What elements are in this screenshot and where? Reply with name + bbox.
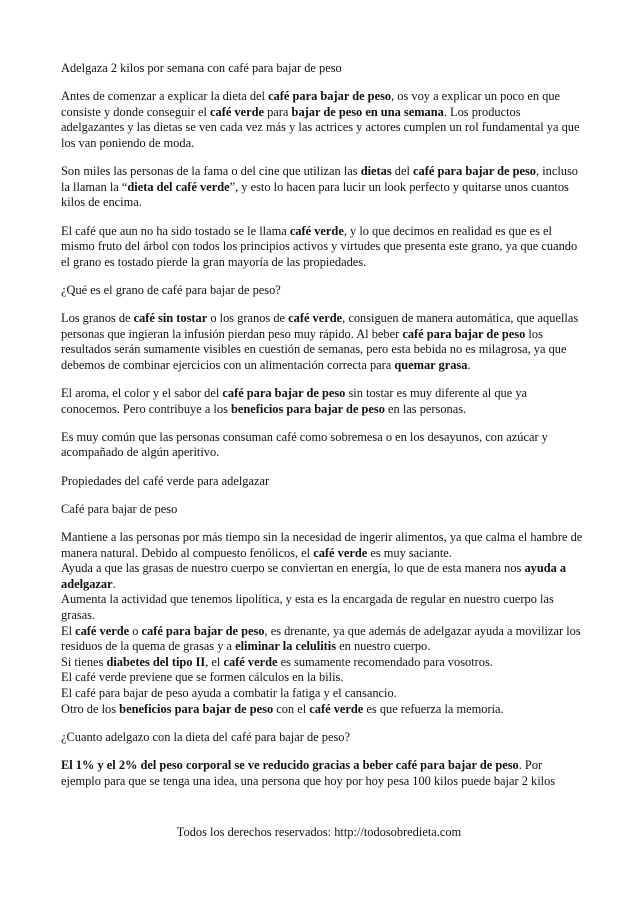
text-run: El xyxy=(61,623,76,638)
text-run: . Por ejemplo para que se tenga una idea, una persona que hoy por hoy pesa 100 kilos puede bajar 2 kilos xyxy=(61,757,556,788)
paragraph xyxy=(61,386,583,417)
text-run: o xyxy=(129,623,142,638)
benefit-line xyxy=(61,655,583,671)
bold-keyword: café para bajar de peso xyxy=(141,623,265,638)
benefits-list xyxy=(61,530,583,717)
bold-keyword: café verde xyxy=(288,311,343,326)
benefit-line xyxy=(61,561,583,592)
text-run: Si tienes xyxy=(61,654,107,669)
bold-keyword: bajar de peso en una semana xyxy=(291,104,444,119)
text-run: los resultados serán sumamente visibles en cuestión de semanas, pero esta bebida no es milagrosa, ya que debemos de combinar ejercicios con un alimentación correcta para xyxy=(61,326,567,372)
text-run: es sumamente recomendado para vosotros. xyxy=(277,654,493,669)
text-run: Mantiene a las personas por más tiempo sin la necesidad de ingerir alimentos, ya que calma el hambre de manera natural. Debido al compuesto fenólicos, el xyxy=(61,530,583,560)
text-run: Aumenta la actividad que tenemos lipolítica, y esta es la encargada de regular en nuestro cuerpo las grasas. xyxy=(61,592,554,622)
bold-keyword: beneficios para bajar de peso xyxy=(230,401,385,416)
benefit-line xyxy=(61,592,583,623)
paragraph xyxy=(61,730,583,746)
text-run: , y lo que decimos en realidad es que es el mismo fruto del árbol con todos los principios activos y virtudes que presenta este grano, ya que cuando el grano es tostado pierde la gran mayoría de las propiedades. xyxy=(61,223,578,269)
text-run: , os voy a explicar un poco en que consiste y donde conseguir el xyxy=(61,89,561,119)
text-run: para xyxy=(264,104,292,119)
text-run: . Los productos adelgazantes y las dietas se ven cada vez más y las actrices y actores cumplen un rol fundamental ya que los van poniendo de moda. xyxy=(61,104,580,150)
bold-keyword: café para bajar de peso xyxy=(268,89,392,104)
text-run: es muy saciante. xyxy=(367,545,452,560)
text-run: Antes de comenzar a explicar la dieta del xyxy=(61,89,269,104)
bold-keyword: café sin tostar xyxy=(133,311,208,326)
paragraph xyxy=(61,89,583,151)
benefit-line xyxy=(61,702,583,718)
closing-section xyxy=(61,730,583,789)
bold-keyword: dietas xyxy=(360,164,392,179)
bold-keyword: café verde xyxy=(313,545,368,560)
text-run: ¿Cuanto adelgazo con la dieta del café para bajar de peso? xyxy=(61,729,350,744)
benefit-line xyxy=(61,670,583,686)
bold-keyword: beneficios para bajar de peso xyxy=(119,701,274,716)
bold-keyword: café verde xyxy=(210,104,265,119)
benefit-line xyxy=(61,530,583,561)
text-run: , consiguen de manera automática, que aquellas personas que ingieran la infusión pierdan peso muy rápido. Al beber xyxy=(61,311,579,341)
paragraph xyxy=(61,502,583,518)
bold-keyword: diabetes del tipo II xyxy=(106,654,206,669)
text-run: Ayuda a que las grasas de nuestro cuerpo se conviertan en energía, lo que de esta manera nos xyxy=(61,561,525,576)
paragraph xyxy=(61,474,583,490)
text-run: Propiedades del café verde para adelgazar xyxy=(61,473,270,488)
text-run: Los granos de xyxy=(61,311,134,326)
bold-keyword: café para bajar de peso xyxy=(222,386,346,401)
bold-keyword: café verde xyxy=(75,623,130,638)
text-run: . xyxy=(467,357,471,372)
intro-section xyxy=(61,89,583,517)
bold-keyword: café verde xyxy=(289,223,344,238)
paragraph xyxy=(61,283,583,299)
paragraph xyxy=(61,164,583,211)
paragraph xyxy=(61,758,583,789)
text-run: con el xyxy=(273,701,310,716)
text-run: . xyxy=(112,576,116,591)
text-run: en las personas. xyxy=(384,401,467,416)
bold-keyword: café verde xyxy=(223,654,278,669)
text-run: Café para bajar de peso xyxy=(61,501,178,516)
bold-keyword: dieta del café verde xyxy=(127,179,230,194)
benefit-line xyxy=(61,686,583,702)
text-run: Otro de los xyxy=(61,701,120,716)
text-run: El café que aun no ha sido tostado se le llama xyxy=(61,223,290,238)
text-run: o los granos de xyxy=(207,311,289,326)
paragraph xyxy=(61,311,583,373)
text-run: El café verde previene que se formen cálculos en la bilis. xyxy=(61,670,344,685)
paragraph xyxy=(61,430,583,461)
footer-copyright: Todos los derechos reservados: http://todosobredieta.com xyxy=(176,825,462,839)
text-run: , es drenante, ya que además de adelgazar ayuda a movilizar los residuos de la quema de grasas y a xyxy=(61,623,581,654)
text-run: Son miles las personas de la fama o del cine que utilizan las xyxy=(61,164,361,179)
page-footer xyxy=(0,825,638,840)
text-run: Es muy común que las personas consuman café como sobremesa o en los desayunos, con azúcar y acompañado de algún aperitivo. xyxy=(61,429,548,460)
paragraph xyxy=(61,224,583,271)
text-run: es que refuerza la memoria. xyxy=(363,701,504,716)
text-run: El café para bajar de peso ayuda a combatir la fatiga y el cansancio. xyxy=(61,685,397,700)
benefit-line xyxy=(61,624,583,655)
bold-keyword: café para bajar de peso xyxy=(402,326,526,341)
bold-keyword: quemar grasa xyxy=(394,357,468,372)
text-run: ¿Qué es el grano de café para bajar de peso? xyxy=(61,282,281,297)
bold-keyword: El 1% y el 2% del peso corporal se ve reducido gracias a beber café para bajar de peso xyxy=(61,757,519,772)
text-run: sin tostar es muy diferente al que ya conocemos. Pero contribuye a los xyxy=(61,386,528,416)
bold-keyword: eliminar la celulitis xyxy=(235,639,337,654)
text-run: , incluso la llaman la “ xyxy=(61,164,579,194)
document-title: Adelgaza 2 kilos por semana con café para bajar de peso xyxy=(61,61,342,75)
bold-keyword: café para bajar de peso xyxy=(413,164,537,179)
text-run: El aroma, el color y el sabor del xyxy=(61,386,223,401)
bold-keyword: ayuda a adelgazar xyxy=(61,561,567,591)
text-run: ”, y esto lo hacen para lucir un look perfecto y quitarse unos cuantos kilos de encima. xyxy=(61,179,569,210)
text-run: del xyxy=(391,164,414,179)
text-run: en nuestro cuerpo. xyxy=(336,639,431,654)
text-run: , el xyxy=(205,654,224,669)
document-body xyxy=(61,61,583,789)
bold-keyword: café verde xyxy=(309,701,364,716)
